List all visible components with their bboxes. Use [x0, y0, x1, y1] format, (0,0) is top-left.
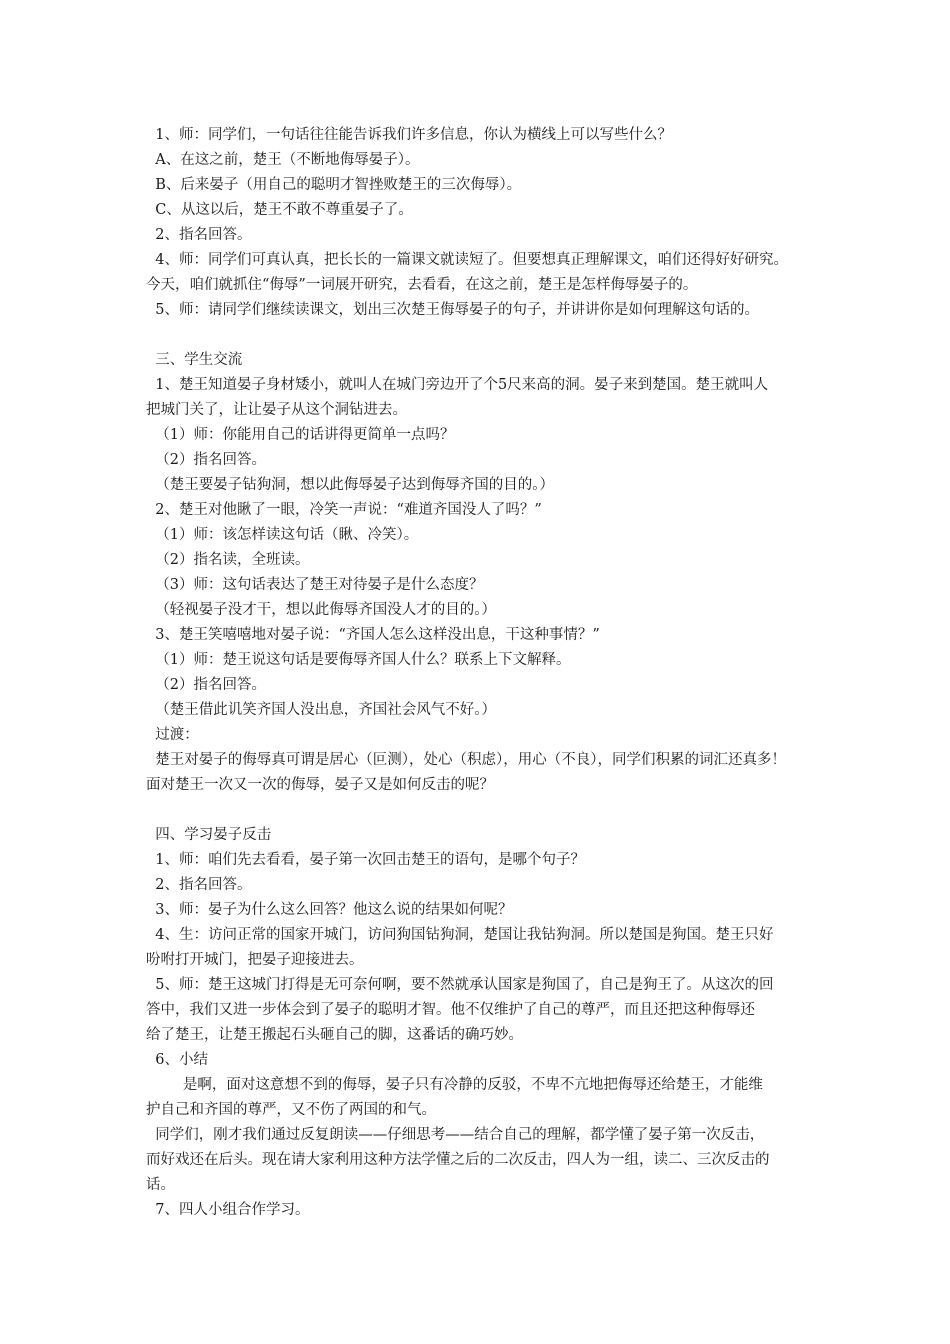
- text-line: 1、楚王知道晏子身材矮小，就叫人在城门旁边开了个5尺来高的洞。晏子来到楚国。楚王就叫人: [146, 377, 769, 393]
- text-line: （楚王借此讥笑齐国人没出息，齐国社会风气不好。）: [146, 702, 496, 718]
- text-line: 3、师：晏子为什么这么回答？他这么说的结果如何呢？: [146, 902, 513, 918]
- text-line: C、从这以后，楚王不敢不尊重晏子了。: [146, 202, 413, 218]
- text-line: 3、楚王笑嘻嘻地对晏子说：“齐国人怎么这样没出息，干这种事情？”: [146, 627, 600, 643]
- text-line: （1）师：你能用自己的话讲得更简单一点吗？: [146, 427, 455, 443]
- document-body: [146, 123, 826, 1223]
- text-line: （2）指名读，全班读。: [146, 552, 310, 568]
- text-line: （2）指名回答。: [146, 452, 266, 468]
- text-line: （轻视晏子没才干，想以此侮辱齐国没人才的目的。）: [146, 602, 496, 618]
- text-line: 而好戏还在后头。现在请大家利用这种方法学懂之后的二次反击，四人为一组，读二、三次反击的: [146, 1152, 770, 1168]
- text-line: （楚王要晏子钻狗洞，想以此侮辱晏子达到侮辱齐国的目的。）: [146, 477, 554, 493]
- text-line: B、后来晏子（用自己的聪明才智挫败楚王的三次侮辱）。: [146, 177, 522, 193]
- text-line: 1、师：咱们先去看看，晏子第一次回击楚王的语句，是哪个句子？: [146, 852, 585, 868]
- text-line: （3）师：这句话表达了楚王对待晏子是什么态度？: [146, 577, 484, 593]
- text-line: 三、学生交流: [146, 352, 243, 368]
- text-line: 4、生：访问正常的国家开城门，访问狗国钻狗洞，楚国让我钻狗洞。所以楚国是狗国。楚王只好: [146, 927, 774, 943]
- text-line: （1）师：该怎样读这句话（瞅、冷笑）。: [146, 527, 419, 543]
- text-line: 答中，我们又进一步体会到了晏子的聪明才智。他不仅维护了自己的尊严，而且还把这种侮辱还: [146, 1002, 755, 1018]
- text-line: 7、四人小组合作学习。: [146, 1202, 310, 1218]
- text-line: 6、小结: [146, 1052, 208, 1068]
- text-line: 今天，咱们就抓住“侮辱”一词展开研究，去看看，在这之前，楚王是怎样侮辱晏子的。: [146, 277, 698, 293]
- text-line: 楚王对晏子的侮辱真可谓是居心（叵测），处心（积虑），用心（不良），同学们积累的词汇还真多！: [146, 752, 786, 768]
- text-line: 是啊，面对这意想不到的侮辱，晏子只有冷静的反驳，不卑不亢地把侮辱还给楚王，才能维: [146, 1077, 763, 1093]
- text-line: 2、指名回答。: [146, 227, 252, 243]
- text-line: 护自己和齐国的尊严，又不伤了两国的和气。: [146, 1102, 436, 1118]
- text-line: 5、师：请同学们继续读课文，划出三次楚王侮辱晏子的句子，并讲讲你是如何理解这句话的。: [146, 302, 759, 318]
- text-line: A、在这之前，楚王（不断地侮辱晏子）。: [146, 152, 420, 168]
- text-line: （2）指名回答。: [146, 677, 266, 693]
- text-line: 过渡：: [146, 727, 199, 743]
- text-line: 话。: [146, 1177, 175, 1193]
- text-line: 面对楚王一次又一次的侮辱，晏子又是如何反击的呢？: [146, 777, 494, 793]
- text-line: 给了楚王，让楚王搬起石头砸自己的脚，这番话的确巧妙。: [146, 1027, 523, 1043]
- text-line: 吩咐打开城门，把晏子迎接进去。: [146, 952, 364, 968]
- text-line: 1、师：同学们，一句话往往能告诉我们许多信息，你认为横线上可以写些什么？: [146, 127, 672, 143]
- text-line: 把城门关了，让让晏子从这个洞钻进去。: [146, 402, 407, 418]
- blank-line: [146, 798, 826, 823]
- text-line: 2、楚王对他瞅了一眼，冷笑一声说：“难道齐国没人了吗？”: [146, 502, 542, 518]
- text-line: （1）师：楚王说这句话是要侮辱齐国人什么？联系上下文解释。: [146, 652, 571, 668]
- text-line: 4、师：同学们可真认真，把长长的一篇课文就读短了。但要想真正理解课文，咱们还得好好研究。: [146, 252, 788, 268]
- text-line: 5、师：楚王这城门打得是无可奈何啊，要不然就承认国家是狗国了，自己是狗王了。从这次的回: [146, 977, 774, 993]
- blank-line: [146, 323, 826, 348]
- text-line: 四、学习晏子反击: [146, 827, 272, 843]
- text-line: 2、指名回答。: [146, 877, 252, 893]
- text-line: 同学们，刚才我们通过反复朗读——仔细思考——结合自己的理解，都学懂了晏子第一次反击，: [146, 1127, 765, 1143]
